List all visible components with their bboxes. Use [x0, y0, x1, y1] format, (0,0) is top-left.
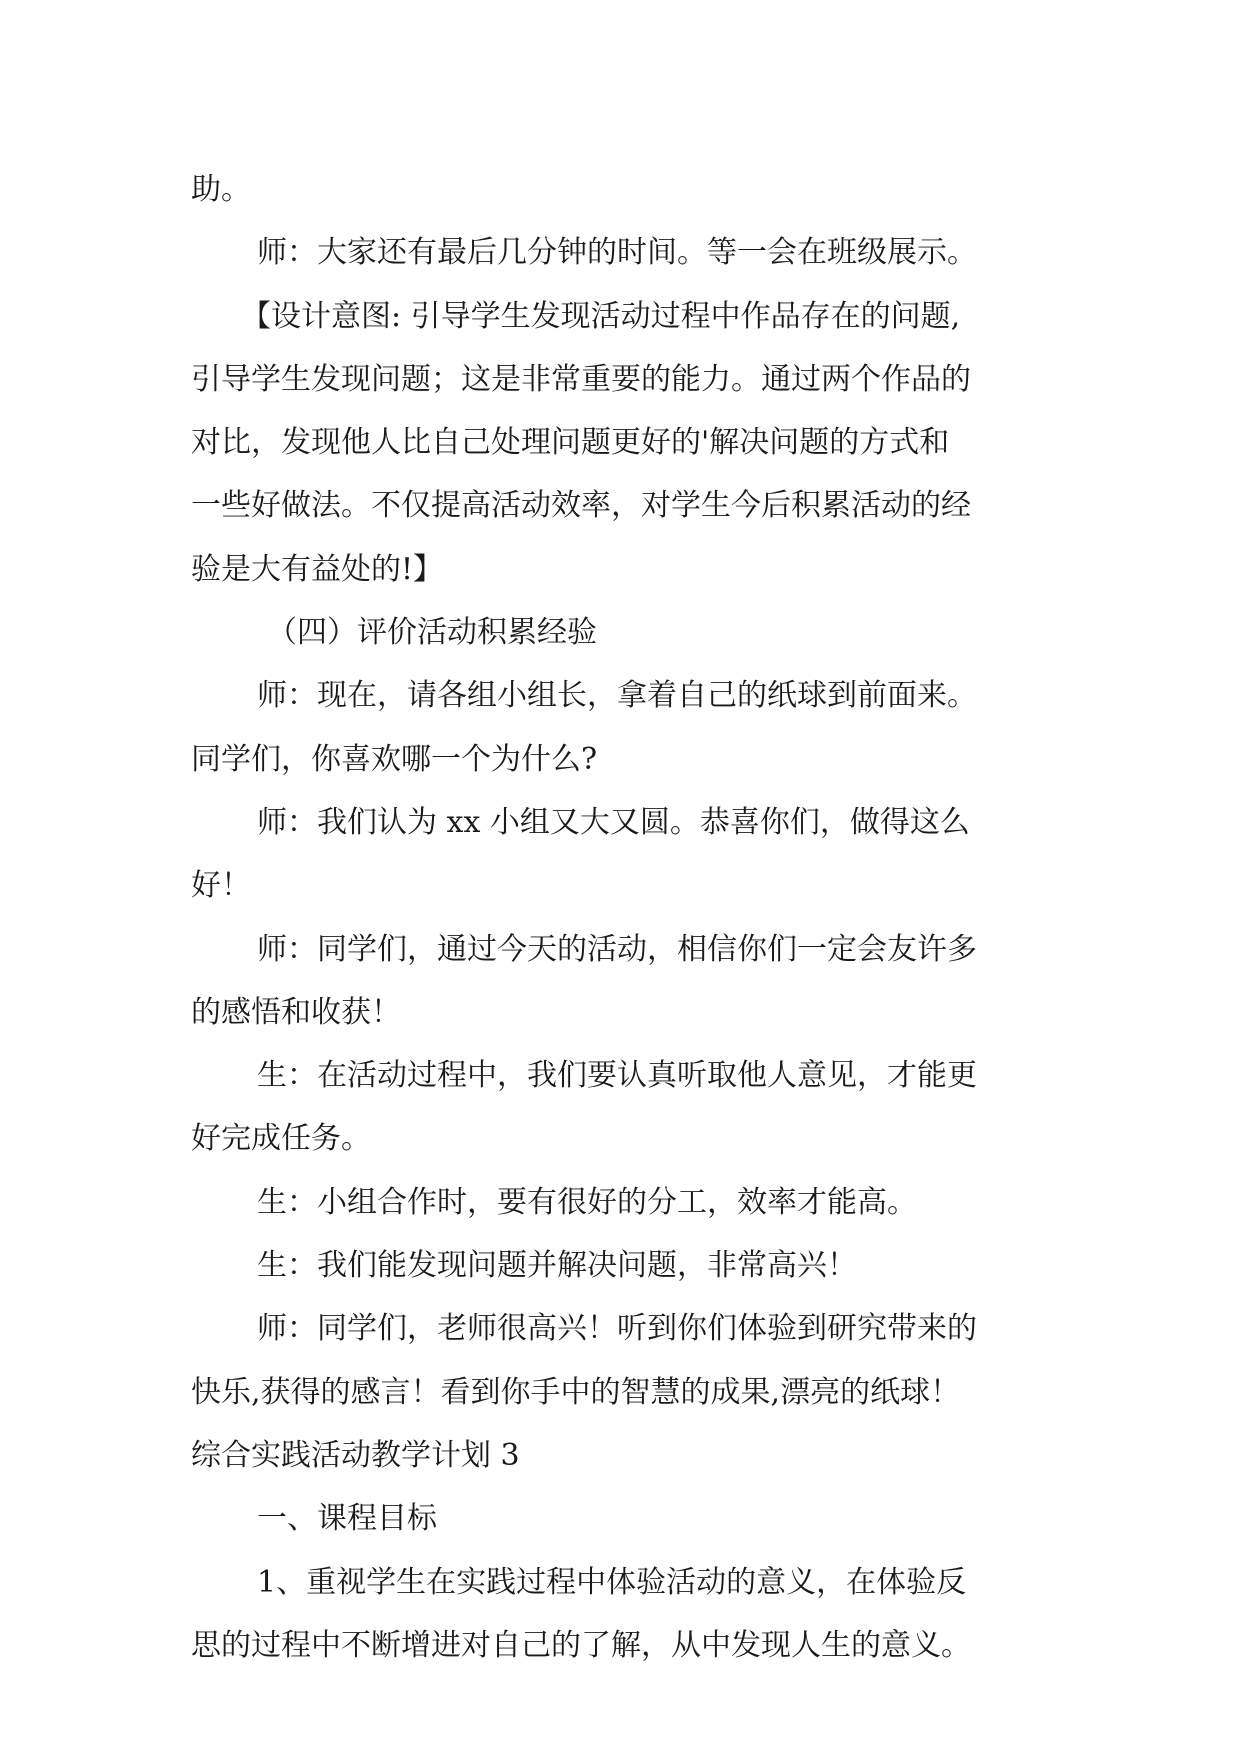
paragraph-line: 验是大有益处的!】 [191, 551, 444, 587]
paragraph-line: 引导学生发现问题；这是非常重要的能力。通过两个作品的 [191, 361, 971, 397]
document-title: 综合实践活动教学计划 3 [191, 1437, 520, 1473]
paragraph-line: 对比，发现他人比自己处理问题更好的'解决问题的方式和 [191, 425, 950, 461]
paragraph-line: 师：现在，请各组小组长，拿着自己的纸球到前面来。 [257, 678, 977, 714]
paragraph-line: 好！ [191, 868, 251, 904]
paragraph-line: 生：在活动过程中，我们要认真听取他人意见，才能更 [257, 1058, 977, 1094]
paragraph-line: 好完成任务。 [191, 1121, 371, 1157]
section-heading: （四）评价活动积累经验 [267, 615, 597, 651]
paragraph-line: 思的过程中不断增进对自己的了解，从中发现人生的意义。 [191, 1627, 971, 1663]
paragraph-line: 师：同学们，老师很高兴！听到你们体验到研究带来的 [257, 1311, 977, 1347]
paragraph-line: 同学们，你喜欢哪一个为什么? [191, 741, 598, 777]
paragraph-line: 师：同学们，通过今天的活动，相信你们一定会友许多 [257, 931, 977, 967]
paragraph-line: 的感悟和收获！ [191, 994, 401, 1030]
paragraph-line: 快乐,获得的感言！看到你手中的智慧的成果,漂亮的纸球！ [191, 1374, 961, 1410]
document-body [191, 158, 1091, 1677]
paragraph-line: 1、重视学生在实践过程中体验活动的意义，在体验反 [257, 1564, 967, 1600]
paragraph-line: 【设计意图: 引导学生发现活动过程中作品存在的问题, [241, 298, 961, 334]
paragraph-line: 助。 [191, 172, 251, 207]
paragraph-line: 师：我们认为 xx 小组又大又圆。恭喜你们，做得这么 [257, 804, 970, 840]
paragraph-line: 师：大家还有最后几分钟的时间。等一会在班级展示。 [257, 235, 977, 271]
paragraph-line: 生：我们能发现问题并解决问题，非常高兴！ [257, 1248, 857, 1284]
paragraph-line: 生：小组合作时，要有很好的分工，效率才能高。 [257, 1184, 917, 1220]
section-heading: 一、课程目标 [257, 1501, 437, 1537]
paragraph-line: 一些好做法。不仅提高活动效率，对学生今后积累活动的经 [191, 488, 971, 524]
